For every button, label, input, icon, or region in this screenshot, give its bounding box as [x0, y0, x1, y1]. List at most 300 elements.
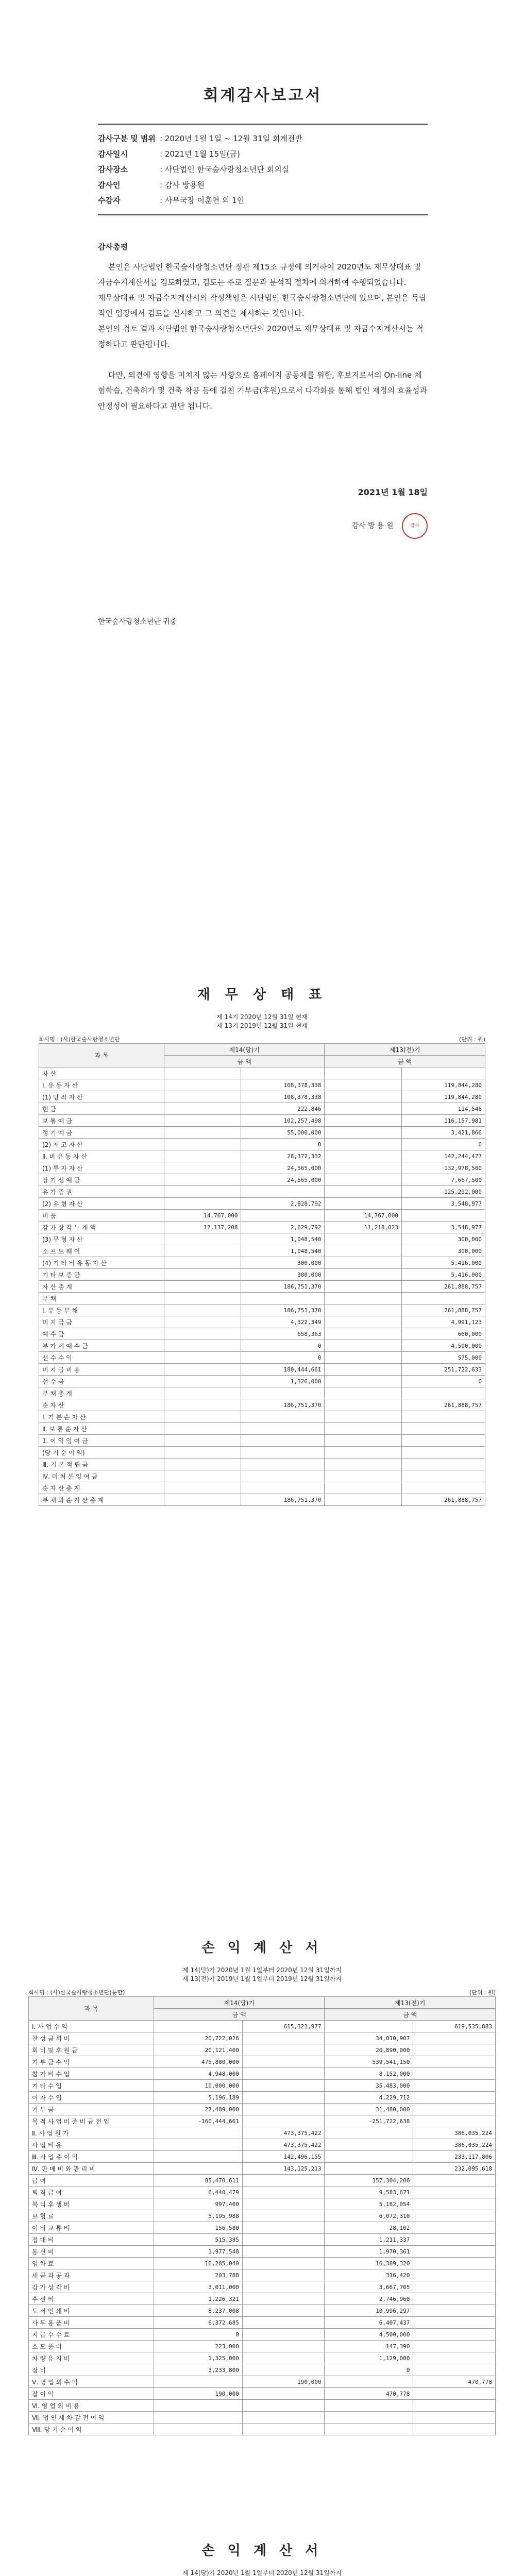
amount-cell: 0: [241, 1340, 325, 1352]
account-name: 순 자 산: [39, 1399, 164, 1411]
table-row: [39, 1328, 485, 1340]
amount-cell: [325, 1316, 401, 1328]
amount-cell: [413, 2222, 496, 2234]
amount-cell: 116,157,981: [401, 1115, 485, 1127]
amount-cell: [164, 1494, 241, 1506]
amount-cell: [413, 2056, 496, 2068]
amount-cell: [413, 2352, 496, 2364]
meta-value: : 2020년 1월 1일 ~ 12월 31일 회계전반: [160, 134, 302, 143]
table-row: [29, 2412, 496, 2424]
amount-cell: 515,385: [154, 2234, 243, 2246]
amount-cell: 2,746,960: [325, 2293, 413, 2305]
audit-recipient: 한국숲사랑청소년단 귀중: [98, 618, 177, 626]
account-name: 사 무 용 품 비: [29, 2317, 154, 2329]
account-name: 목 적 사 업 비 준 비 금 전 입: [29, 2115, 154, 2127]
amount-cell: [164, 1079, 241, 1091]
amount-cell: [325, 1352, 401, 1364]
amount-cell: 1,211,337: [325, 2234, 413, 2246]
amount-cell: 4,991,123: [401, 1316, 485, 1328]
amount-cell: 7,667,500: [401, 1174, 485, 1186]
meta-row: [98, 193, 428, 208]
amount-cell: 386,035,224: [413, 2127, 496, 2139]
table-row: [39, 1233, 485, 1245]
amount-cell: [164, 1352, 241, 1364]
amount-cell: [242, 2092, 325, 2104]
amount-cell: 2,828,792: [241, 1198, 325, 1210]
amount-cell: 6,440,479: [154, 2187, 243, 2198]
table-row: [29, 2139, 496, 2151]
amount-cell: [325, 1103, 401, 1115]
account-name: 미 지 급 금: [39, 1316, 164, 1328]
amount-cell: 475,880,000: [154, 2056, 243, 2068]
meta-value: : 2021년 1월 15일(금): [160, 149, 240, 159]
table-row: [39, 1411, 485, 1423]
amount-cell: 261,888,757: [401, 1281, 485, 1293]
amount-cell: [413, 2115, 496, 2127]
amount-cell: [242, 2364, 325, 2376]
table-row: [39, 1470, 485, 1482]
meta-row: [98, 177, 428, 193]
account-name: 정 기 예 금: [39, 1127, 164, 1139]
account-name: (1) 투 자 자 산: [39, 1162, 164, 1174]
table-row: [39, 1459, 485, 1470]
amount-cell: 3,667,705: [325, 2281, 413, 2293]
amount-cell: [164, 1399, 241, 1411]
amount-cell: 3,548,977: [401, 1198, 485, 1210]
amount-cell: 102,257,498: [241, 1115, 325, 1127]
account-name: 선 수 수 익: [39, 1352, 164, 1364]
account-name: Ⅱ. 보 통 순 자 산: [39, 1423, 164, 1435]
amount-cell: 4,322,349: [241, 1316, 325, 1328]
amount-cell: [325, 1399, 401, 1411]
audit-title: 회계감사보고서: [203, 87, 323, 105]
col-previous-amount: 금 액: [325, 2009, 496, 2021]
account-name: 통 신 비: [29, 2246, 154, 2258]
amount-cell: [325, 1328, 401, 1340]
amount-cell: [325, 1459, 401, 1470]
amount-cell: [241, 1435, 325, 1447]
amount-cell: [325, 2400, 413, 2412]
amount-cell: -251,722,638: [325, 2115, 413, 2127]
amount-cell: [325, 1079, 401, 1091]
audit-meta: [98, 131, 428, 208]
amount-cell: 1,048,540: [241, 1245, 325, 1257]
amount-cell: [401, 1411, 485, 1423]
amount-cell: [242, 2246, 325, 2258]
amount-cell: [401, 1210, 485, 1222]
amount-cell: 473,375,422: [242, 2139, 325, 2151]
amount-cell: [164, 1376, 241, 1387]
account-name: 감 가 상 각 누 계 액: [39, 1222, 164, 1233]
amount-cell: [413, 2068, 496, 2080]
amount-cell: [154, 2139, 243, 2151]
account-name: 찬 성 금 회 비: [29, 2032, 154, 2044]
table-row: [29, 2329, 496, 2341]
audit-signer: 감사 방 용 원: [351, 522, 394, 530]
table-row: [29, 2424, 496, 2435]
account-name: Ⅲ. 기 본 적 립 금: [39, 1459, 164, 1470]
account-name: Ⅴ. 영 업 외 수 익: [29, 2376, 154, 2388]
amount-cell: [413, 2080, 496, 2092]
amount-cell: 16,285,040: [154, 2258, 243, 2269]
amount-cell: [413, 2412, 496, 2424]
amount-cell: 14,767,000: [325, 1210, 401, 1222]
title-divider: [98, 124, 428, 125]
amount-cell: [164, 1174, 241, 1186]
income-unit: (단위 : 원): [469, 1989, 496, 1996]
amount-cell: [164, 1127, 241, 1139]
amount-cell: [413, 2341, 496, 2352]
amount-cell: 222,846: [241, 1103, 325, 1115]
table-row: [39, 1482, 485, 1494]
account-name: 부 채 와 순 자 산 총 계: [39, 1494, 164, 1506]
account-name: 접 대 비: [29, 2234, 154, 2246]
amount-cell: [413, 2234, 496, 2246]
amount-cell: [325, 1376, 401, 1387]
amount-cell: [413, 2364, 496, 2376]
amount-cell: 300,000: [401, 1245, 485, 1257]
amount-cell: 203,788: [154, 2269, 243, 2281]
table-row: [29, 2234, 496, 2246]
amount-cell: [154, 2021, 243, 2032]
amount-cell: [413, 2400, 496, 2412]
amount-cell: [154, 2163, 243, 2175]
table-row: [39, 1174, 485, 1186]
amount-cell: 575,000: [401, 1352, 485, 1364]
account-name: 감 가 상 각 비: [29, 2281, 154, 2293]
balance-title: 재 무 상 태 표: [197, 987, 327, 1003]
amount-cell: 0: [241, 1352, 325, 1364]
amount-cell: 660,000: [401, 1328, 485, 1340]
amount-cell: [164, 1387, 241, 1399]
amount-cell: 1,326,000: [241, 1376, 325, 1387]
amount-cell: 8,237,008: [154, 2305, 243, 2317]
amount-cell: 186,751,370: [241, 1399, 325, 1411]
amount-cell: 108,378,338: [241, 1091, 325, 1103]
audit-report-page: [0, 0, 524, 979]
account-name: Ⅳ. 미 처 분 잉 여 금: [39, 1470, 164, 1482]
table-row: [29, 2305, 496, 2317]
amount-cell: [241, 1482, 325, 1494]
amount-cell: [242, 2210, 325, 2222]
amount-cell: [242, 2198, 325, 2210]
account-name: 차 량 유 지 비: [29, 2352, 154, 2364]
amount-cell: 85,470,611: [154, 2175, 243, 2187]
account-name: 부 채: [39, 1293, 164, 1304]
opinion-paragraph-3: 본인의 검토 결과 사단법인 한국숲사랑청소년단의 2020년도 재무상태표 및 자금수지계산서는 적정하다고 판단됩니다.: [98, 324, 424, 349]
amount-cell: [242, 2068, 325, 2080]
amount-cell: [241, 1423, 325, 1435]
amount-cell: [242, 2352, 325, 2364]
amount-cell: 10,996,297: [325, 2305, 413, 2317]
amount-cell: 20,121,400: [154, 2044, 243, 2056]
amount-cell: 11,218,023: [325, 1222, 401, 1233]
amount-cell: 31,480,000: [325, 2104, 413, 2115]
amount-cell: [325, 1470, 401, 1482]
table-row: [39, 1447, 485, 1459]
amount-cell: [164, 1482, 241, 1494]
amount-cell: [242, 2222, 325, 2234]
amount-cell: 997,400: [154, 2198, 243, 2210]
amount-cell: [413, 2305, 496, 2317]
table-row: [29, 2032, 496, 2044]
table-row: [39, 1304, 485, 1316]
amount-cell: [325, 1186, 401, 1198]
table-row: [29, 2187, 496, 2198]
account-name: 예 수 금: [39, 1328, 164, 1340]
account-name: (2) 유 형 자 산: [39, 1198, 164, 1210]
account-name: Ⅱ. 비 유 동 자 산: [39, 1150, 164, 1162]
account-name: 보 험 료: [29, 2210, 154, 2222]
amount-cell: 125,292,000: [401, 1186, 485, 1198]
amount-cell: [241, 1186, 325, 1198]
amount-cell: [401, 1482, 485, 1494]
amount-cell: 12,137,208: [164, 1222, 241, 1233]
account-name: (3) 무 형 자 산: [39, 1233, 164, 1245]
amount-cell: [242, 2412, 325, 2424]
amount-cell: 261,888,757: [401, 1399, 485, 1411]
amount-cell: [325, 1245, 401, 1257]
amount-cell: [242, 2269, 325, 2281]
col-previous: 제13(전)기: [325, 1044, 485, 1056]
amount-cell: [413, 2210, 496, 2222]
amount-cell: [413, 2092, 496, 2104]
amount-cell: 3,421,866: [401, 1127, 485, 1139]
amount-cell: [154, 2376, 243, 2388]
amount-cell: [164, 1364, 241, 1376]
amount-cell: [242, 2104, 325, 2115]
table-row: [29, 2246, 496, 2258]
amount-cell: [325, 1387, 401, 1399]
amount-cell: 261,888,757: [401, 1304, 485, 1316]
account-name: 1. 이 익 잉 여 금: [39, 1435, 164, 1447]
amount-cell: 1,970,361: [325, 2246, 413, 2258]
amount-cell: [242, 2258, 325, 2269]
account-name: 소 모 품 비: [29, 2341, 154, 2352]
amount-cell: 24,565,000: [241, 1174, 325, 1186]
amount-cell: 233,117,806: [413, 2151, 496, 2163]
account-name: 여 비 교 통 비: [29, 2222, 154, 2234]
amount-cell: [401, 1435, 485, 1447]
income-statement-page: [0, 1937, 524, 2524]
amount-cell: [154, 2412, 243, 2424]
table-row: [39, 1103, 485, 1115]
table-row: [29, 2281, 496, 2293]
amount-cell: [401, 1447, 485, 1459]
amount-cell: [401, 1470, 485, 1482]
table-row: [39, 1127, 485, 1139]
amount-cell: [413, 2281, 496, 2293]
table-row: [29, 2364, 496, 2376]
amount-cell: 4,229,712: [325, 2092, 413, 2104]
amount-cell: 20,890,000: [325, 2044, 413, 2056]
amount-cell: [164, 1459, 241, 1470]
amount-cell: [325, 1293, 401, 1304]
account-name: 기 부 금: [29, 2104, 154, 2115]
amount-cell: [242, 2234, 325, 2246]
table-row: [29, 2044, 496, 2056]
table-row: [29, 2056, 496, 2068]
amount-cell: [413, 2104, 496, 2115]
amount-cell: [242, 2317, 325, 2329]
table-row: [29, 2021, 496, 2032]
table-row: [39, 1198, 485, 1210]
table-row: [39, 1150, 485, 1162]
amount-cell: 9,583,671: [325, 2187, 413, 2198]
amount-cell: [164, 1198, 241, 1210]
balance-unit: (단위 : 원): [459, 1036, 485, 1043]
balance-period-1: 제 14기 2020년 12월 31일 현재: [216, 1013, 308, 1021]
account-name: 자 산: [39, 1067, 164, 1079]
table-row: [29, 2080, 496, 2092]
account-name: 도 서 인 쇄 비: [29, 2305, 154, 2317]
amount-cell: 0: [325, 2364, 413, 2376]
amount-cell: [242, 2341, 325, 2352]
account-name: 미 지 급 비 용: [39, 1364, 164, 1376]
amount-cell: [325, 1139, 401, 1150]
amount-cell: 5,416,000: [401, 1269, 485, 1281]
account-name: 급 여: [29, 2175, 154, 2187]
amount-cell: [154, 2400, 243, 2412]
table-row: [29, 2210, 496, 2222]
amount-cell: [325, 1447, 401, 1459]
account-name: 보 통 예 금: [39, 1115, 164, 1127]
amount-cell: [241, 1210, 325, 1222]
col-current: 제14(당)기: [154, 1997, 325, 2009]
amount-cell: [164, 1091, 241, 1103]
balance-org: 회사명 : (사)한국숲사랑청소년단: [39, 1036, 120, 1043]
table-row: [39, 1222, 485, 1233]
audit-date: 2021년 1월 18일: [358, 487, 428, 497]
amount-cell: 16,389,320: [325, 2258, 413, 2269]
amount-cell: [164, 1293, 241, 1304]
amount-cell: [164, 1304, 241, 1316]
meta-value: : 사단법인 한국숲사랑청소년단 회의실: [160, 165, 290, 174]
amount-cell: 156,580: [154, 2222, 243, 2234]
amount-cell: [413, 2032, 496, 2044]
amount-cell: 0: [154, 2329, 243, 2341]
amount-cell: [325, 2424, 413, 2435]
account-name: Ⅰ. 기 본 순 자 산: [39, 1411, 164, 1423]
table-row: [29, 2175, 496, 2187]
table-row: [29, 2115, 496, 2127]
amount-cell: [241, 1470, 325, 1482]
meta-label: 감사장소: [98, 165, 128, 174]
amount-cell: 5,416,000: [401, 1257, 485, 1269]
opinion-paragraph-4: 다만, 외견에 영향을 미치지 않는 사항으로 홈페이지 공동체를 위한, 후보지로서의 On-line 체험학습, 건축허가 및 건축 착공 등에 걸친 기부금(후원)으로서 다각화를 통해 법인 재정의 효율성과 안정성이 필요하다고 판단 됩니다.: [98, 370, 427, 411]
amount-cell: [325, 1115, 401, 1127]
amount-cell: 2,629,792: [241, 1222, 325, 1233]
amount-cell: [325, 2151, 413, 2163]
amount-cell: 6,372,685: [154, 2317, 243, 2329]
account-name: 지 급 수 수 료: [29, 2329, 154, 2341]
account-name: Ⅰ. 사 업 수 익: [29, 2021, 154, 2032]
table-row: [39, 1387, 485, 1399]
amount-cell: [325, 1304, 401, 1316]
table-row: [29, 2400, 496, 2412]
meta-value: : 감사 방용원: [160, 180, 205, 190]
amount-cell: [241, 1067, 325, 1079]
table-row: [39, 1281, 485, 1293]
account-name: 잡 이 익: [29, 2388, 154, 2400]
amount-cell: [325, 1411, 401, 1423]
account-name: 순 자 산 총 계: [39, 1482, 164, 1494]
amount-cell: [154, 2151, 243, 2163]
amount-cell: 8,152,000: [325, 2068, 413, 2080]
account-name: Ⅰ. 유 동 자 산: [39, 1079, 164, 1091]
amount-cell: [413, 2388, 496, 2400]
amount-cell: 3,011,000: [154, 2281, 243, 2293]
amount-cell: [164, 1162, 241, 1174]
amount-cell: 190,000: [242, 2376, 325, 2388]
amount-cell: 261,888,757: [401, 1494, 485, 1506]
account-name: Ⅲ. 사 업 총 이 익: [29, 2151, 154, 2163]
amount-cell: [325, 1482, 401, 1494]
amount-cell: [413, 2175, 496, 2187]
amount-cell: [325, 2021, 413, 2032]
col-previous: 제13(전)기: [325, 1997, 496, 2009]
amount-cell: [413, 2187, 496, 2198]
amount-cell: [154, 2424, 243, 2435]
amount-cell: 142,496,155: [242, 2151, 325, 2163]
amount-cell: 147,390: [325, 2341, 413, 2352]
col-current: 제14(당)기: [164, 1044, 325, 1056]
amount-cell: [242, 2056, 325, 2068]
table-row: [29, 2104, 496, 2115]
table-row: [39, 1399, 485, 1411]
account-name: 잡 비: [29, 2364, 154, 2376]
amount-cell: [325, 2376, 413, 2388]
amount-cell: [241, 1387, 325, 1399]
amount-cell: [164, 1281, 241, 1293]
income-table: [28, 1996, 496, 2435]
meta-value: : 사무국장 이훈연 외 1인: [160, 196, 245, 205]
amount-cell: [325, 1364, 401, 1376]
amount-cell: [242, 2080, 325, 2092]
amount-cell: 34,010,907: [325, 2032, 413, 2044]
amount-cell: 251,722,633: [401, 1364, 485, 1376]
table-row: [29, 2376, 496, 2388]
amount-cell: 119,844,280: [401, 1079, 485, 1091]
account-name: 장 기 성 예 금: [39, 1174, 164, 1186]
amount-cell: [401, 1459, 485, 1470]
amount-cell: [325, 1174, 401, 1186]
amount-cell: 386,035,224: [413, 2139, 496, 2151]
amount-cell: 28,102: [325, 2222, 413, 2234]
table-row: [39, 1257, 485, 1269]
amount-cell: 300,000: [401, 1233, 485, 1245]
account-name: (2) 재 고 자 산: [39, 1139, 164, 1150]
account-name: 유 가 증 권: [39, 1186, 164, 1198]
amount-cell: [401, 1423, 485, 1435]
amount-cell: [241, 1411, 325, 1423]
table-row: [29, 2341, 496, 2352]
amount-cell: 1,129,000: [325, 2352, 413, 2364]
amount-cell: [325, 1233, 401, 1245]
amount-cell: [164, 1447, 241, 1459]
amount-cell: [154, 2127, 243, 2139]
account-name: 사 업 비 용: [29, 2139, 154, 2151]
amount-cell: [164, 1186, 241, 1198]
amount-cell: [413, 2317, 496, 2329]
account-name: (당 기 순 이 익): [39, 1447, 164, 1459]
amount-cell: [242, 2044, 325, 2056]
balance-sheet-page: [0, 984, 524, 1911]
table-row: [39, 1162, 485, 1174]
account-name: 소 프 트 웨 어: [39, 1245, 164, 1257]
amount-cell: [325, 1091, 401, 1103]
seal-stamp-icon: 감사: [402, 513, 428, 539]
